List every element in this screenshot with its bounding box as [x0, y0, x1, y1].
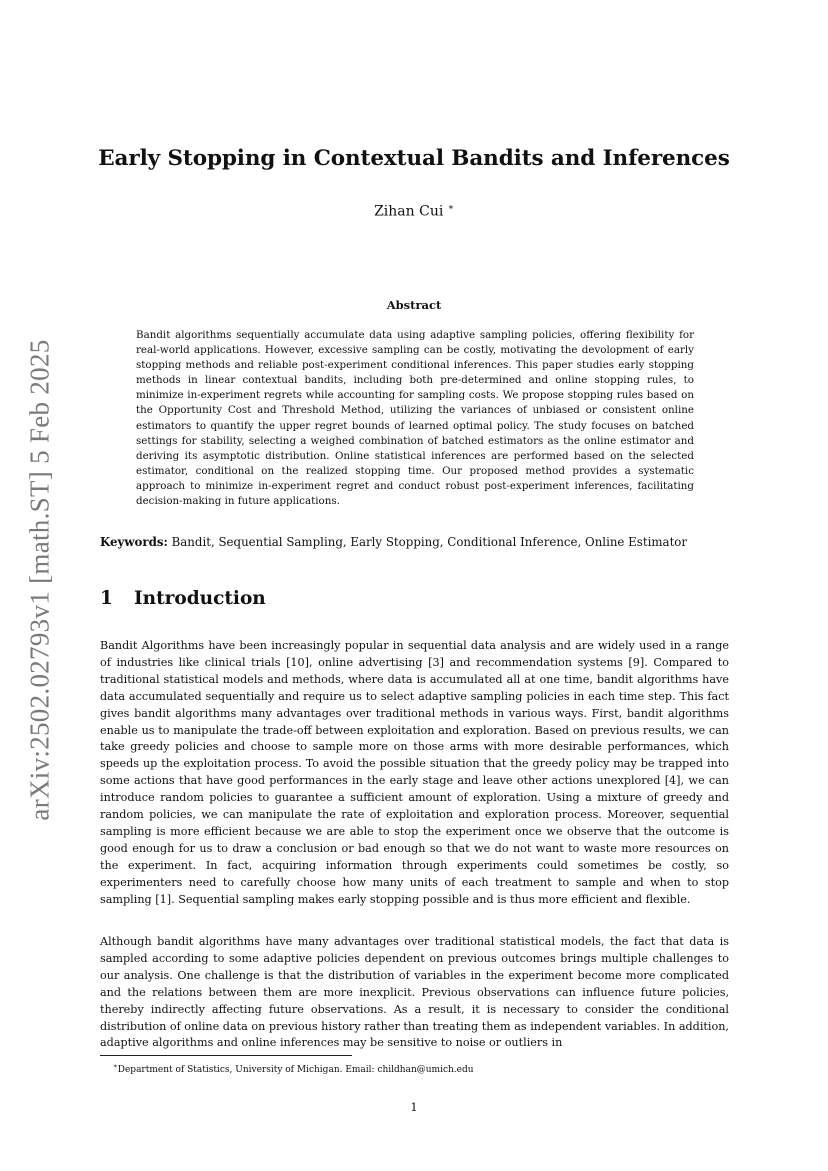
footnote-divider	[100, 1055, 352, 1056]
footnote	[113, 1060, 474, 1076]
footnote-text: Department of Statistics, University of Michigan. Email: childhan@umich.edu	[117, 1065, 474, 1075]
section-heading	[100, 588, 266, 609]
abstract-text: Bandit algorithms sequentially accumulate data using adaptive sampling policies, offering flexibility for real-world applications. However, excessive sampling can be costly, motivating the devolopment of early stopping methods and reliable post-experiment conditional inferences. This paper studies early stopping methods in linear contextual bandits, including both pre-determined and online stopping rules, to minimize in-experiment regrets while accounting for sampling costs. We propose stopping rules based on the Opportunity Cost and Threshold Method, utilizing the variances of unbiased or consistent online estimators to quantify the upper regret bounds of learned optimal policy. The study focuses on batched settings for stability, selecting a weighed combination of batched estimators as the online estimator and deriving its asymptotic distribution. Online statistical inferences are performed based on the selected estimator, conditional on the realized stopping time. Our proposed method provides a systematic approach to minimize in-experiment regret and conduct robust post-experiment inferences, facilitating decision-making in future applications.	[136, 329, 694, 508]
author-name: Zihan Cui	[374, 203, 444, 220]
keywords-list: Bandit, Sequential Sampling, Early Stopping, Conditional Inference, Online Estimator	[171, 535, 688, 549]
body-paragraph-2: Although bandit algorithms have many advantages over traditional statistical models, the fact that data is sampled according to some adaptive policies dependent on previous outcomes brings multiple challenges to our analysis. One challenge is that the distribution of variables in the experiment become more complicated and the relations between them are more inexplicit. Previous observations can influence future policies, thereby indirectly affecting future observations. As a result, it is necessary to consider the conditional distribution of online data on previous history rather than treating them as independent variables. In addition, adaptive algorithms and online inferences may be sensitive to noise or outliers in	[100, 935, 729, 1050]
arxiv-identifier: arXiv:2502.02793v1 [math.ST] 5 Feb 2025	[24, 339, 55, 821]
author-footnote-mark: ∗	[447, 203, 454, 213]
author-line	[0, 203, 828, 220]
section-number: 1	[100, 588, 113, 609]
page-number: 1	[410, 1100, 418, 1114]
keywords-line	[100, 534, 730, 550]
section-title: Introduction	[134, 588, 266, 609]
body-paragraph-1: Bandit Algorithms have been increasingly popular in sequential data analysis and are widely used in a range of industries like clinical trials [10], online advertising [3] and recommendation systems [9]. Compared to traditional statistical models and methods, where data is accumulated all at one time, bandit algorithms have data accumulated sequentially and require us to select adaptive sampling policies in each time step. This fact gives bandit algorithms many advantages over traditional methods in various ways. First, bandit algorithms enable us to manipulate the trade-off between exploitation and exploration. Based on previous results, we can take greedy policies and choose to sample more on those arms with more desirable performances, which speeds up the exploitation process. To avoid the possible situation that the greedy policy may be trapped into some actions that have good performances in the early stage and leave other actions unexplored [4], we can introduce random policies to guarantee a sufficient amount of exploration. Using a mixture of greedy and random policies, we can manipulate the rate of exploitation and exploration process. Moreover, sequential sampling is more efficient because we are able to stop the experiment once we observe that the outcome is good enough for us to draw a conclusion or bad enough so that we do not want to waste more resources on the experiment. In fact, acquiring information through experiments could sometimes be costly, so experimenters need to carefully choose how many units of each treatment to sample and when to stop sampling [1]. Sequential sampling makes early stopping possible and is thus more efficient and flexible.	[100, 639, 729, 906]
paper-title: Early Stopping in Contextual Bandits and Inferences	[98, 146, 730, 171]
abstract-heading: Abstract	[386, 298, 442, 312]
keywords-label: Keywords:	[100, 535, 168, 549]
footnote-mark: ∗	[113, 1062, 118, 1070]
